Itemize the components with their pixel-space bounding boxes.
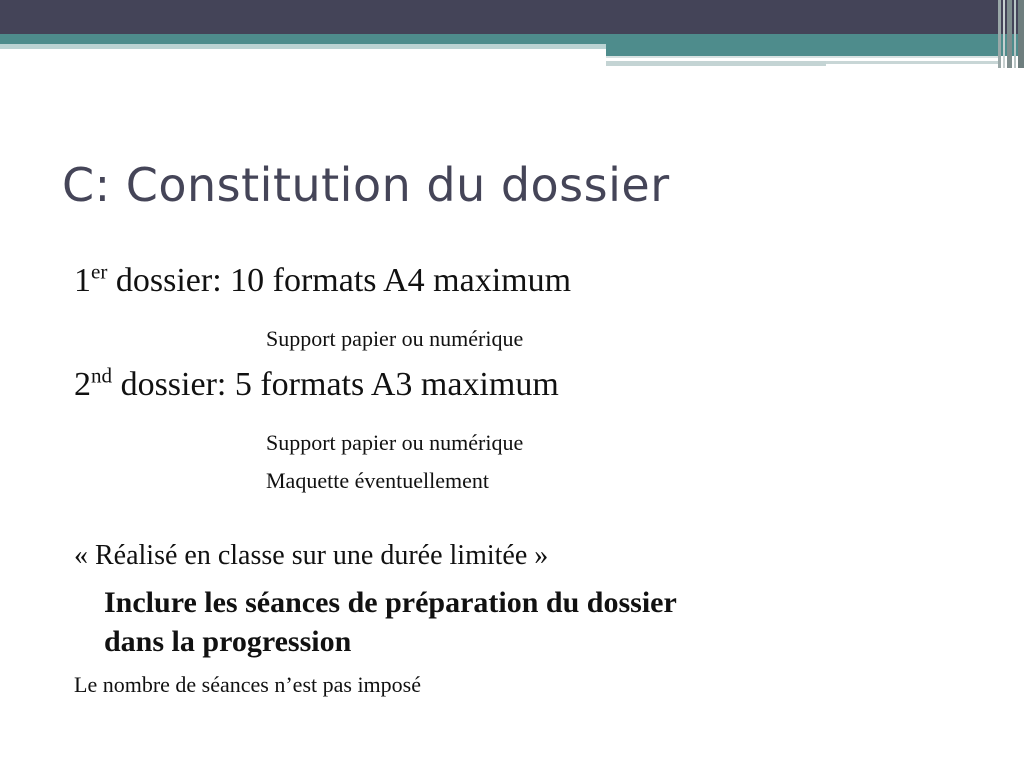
- header-vertical-bar: [1018, 0, 1024, 68]
- dossier-2-text: dossier: 5 formats A3 maximum: [112, 366, 559, 403]
- dossier-1-text: dossier: 10 formats A4 maximum: [107, 262, 572, 299]
- header-vertical-bar: [1003, 0, 1005, 68]
- quote-line: « Réalisé en classe sur une durée limitée »: [74, 540, 549, 571]
- dossier-2-number: 2: [74, 366, 91, 403]
- bold-instruction-line-2: dans la progression: [104, 625, 352, 658]
- header-light-stripe: [0, 44, 606, 49]
- header-thin-stripe-2: [606, 61, 826, 66]
- header-teal-line: [0, 34, 1024, 44]
- header-vertical-bar: [1007, 0, 1012, 68]
- header-teal-step: [606, 44, 1024, 56]
- dossier-1-suffix: er: [91, 259, 108, 284]
- dossier-1-heading: [74, 259, 572, 300]
- header-dark-band: [0, 0, 1024, 34]
- bold-instruction-line-1: Inclure les séances de préparation du dossier: [104, 586, 677, 619]
- dossier-2-support: Support papier ou numérique: [266, 430, 524, 455]
- dossier-2-suffix: nd: [91, 363, 113, 388]
- header-thin-stripe: [606, 56, 998, 58]
- dossier-2-maquette: Maquette éventuellement: [266, 468, 489, 493]
- header-vertical-bar: [998, 0, 1001, 68]
- footer-note: Le nombre de séances n’est pas imposé: [74, 672, 421, 697]
- dossier-1-support: Support papier ou numérique: [266, 326, 524, 351]
- slide-title: C: Constitution du dossier: [62, 158, 670, 212]
- dossier-2-heading: [74, 363, 559, 404]
- dossier-1-number: 1: [74, 262, 91, 299]
- header-thin-stripe-3: [826, 61, 998, 64]
- header-vertical-bar: [1014, 0, 1016, 68]
